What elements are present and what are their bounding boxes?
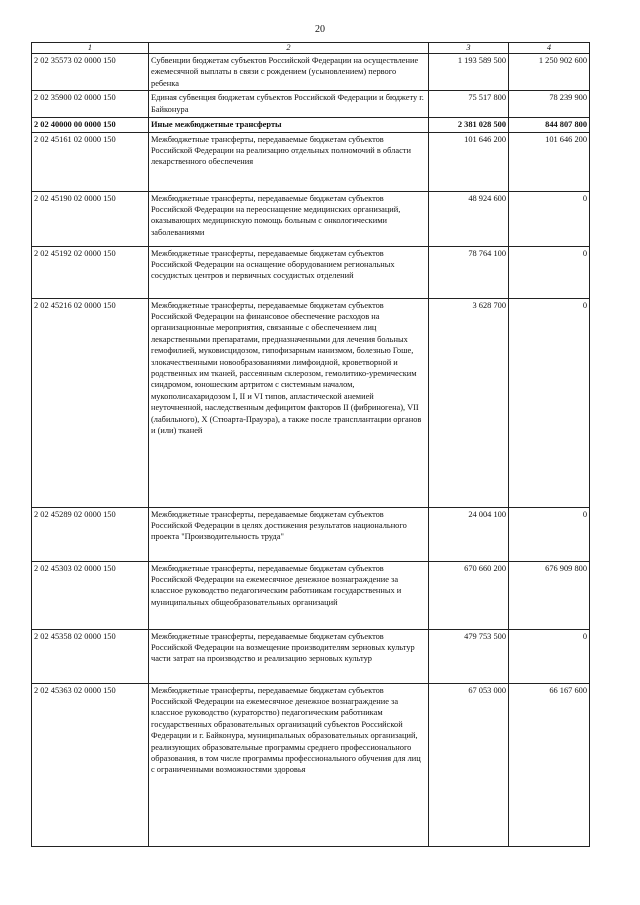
row-name: Межбюджетные трансферты, передаваемые бюджетам субъектов Российской Федерации на ежемесячное денежное вознаграждение за классное руководство (кураторство) педагогическим работникам государственных образовательных организаций субъектов Российской Федерации и г. Байконура, муниципальных образовательных организаций, реализующих образовательные программы среднего профессионального образования, в том числе программы профессионального обучения для лиц с ограниченными возможностями здоровья [149,683,429,846]
row-code: 2 02 40000 00 0000 150 [32,118,149,132]
row-code: 2 02 35573 02 0000 150 [32,54,149,91]
row-amount-3: 75 517 800 [429,91,509,118]
row-code: 2 02 45363 02 0000 150 [32,683,149,846]
row-name: Межбюджетные трансферты, передаваемые бюджетам субъектов Российской Федерации на возмещение производителям зерновых культур части затрат на производство и реализацию зерновых культур [149,629,429,683]
row-name: Иные межбюджетные трансферты [149,118,429,132]
row-amount-4: 0 [509,246,590,298]
row-code: 2 02 45190 02 0000 150 [32,191,149,246]
row-code: 2 02 45289 02 0000 150 [32,507,149,561]
table-row [32,91,590,118]
row-amount-4: 844 807 800 [509,118,590,132]
row-amount-3: 101 646 200 [429,132,509,191]
page-number: 20 [315,24,325,35]
row-amount-3: 24 004 100 [429,507,509,561]
table-row [32,191,590,246]
row-code: 2 02 45358 02 0000 150 [32,629,149,683]
row-amount-4: 1 250 902 600 [509,54,590,91]
row-amount-4: 0 [509,298,590,507]
table-row [32,246,590,298]
column-header-amount-3: 3 [429,43,509,54]
header-row [32,43,590,54]
table-row [32,683,590,846]
row-code: 2 02 45303 02 0000 150 [32,561,149,629]
row-amount-4: 0 [509,507,590,561]
table-row [32,507,590,561]
table-row [32,298,590,507]
row-name: Межбюджетные трансферты, передаваемые бюджетам субъектов Российской Федерации на ежемесячное денежное вознаграждение за классное руководство педагогическим работникам государственных и муниципальных общеобразовательных организаций [149,561,429,629]
row-code: 2 02 45161 02 0000 150 [32,132,149,191]
row-name: Межбюджетные трансферты, передаваемые бюджетам субъектов Российской Федерации в целях достижения результатов национального проекта "Производительность труда" [149,507,429,561]
row-name: Субвенции бюджетам субъектов Российской Федерации на осуществление ежемесячной выплаты в связи с рождением (усыновлением) первого ребенка [149,54,429,91]
row-code: 2 02 35900 02 0000 150 [32,91,149,118]
row-name: Межбюджетные трансферты, передаваемые бюджетам субъектов Российской Федерации на финансовое обеспечение расходов на организационные мероприятия, связанные с обеспечением лиц лекарственными препаратами, предназначенными для лечения больных гемофилией, муковисцидозом, гипофизарным нанизмом, болезнью Гоше, злокачественными новообразованиями лимфоидной, кроветворной и родственных им тканей, рассеянным склерозом, гемолитико-уремическим синдромом, юношеским артритом с системным началом, мукополисахаридозом I, II и VI типов, апластической анемией неуточненной, наследственным дефицитом факторов II (фибриногена), VII (лабильного), X (Стюарта-Прауэра), а также после трансплантации органов и (или) тканей [149,298,429,507]
row-amount-3: 48 924 600 [429,191,509,246]
table-row-subtotal [32,118,590,132]
row-amount-3: 3 628 700 [429,298,509,507]
row-name: Межбюджетные трансферты, передаваемые бюджетам субъектов Российской Федерации на реализацию отдельных полномочий в области лекарственного обеспечения [149,132,429,191]
row-amount-3: 78 764 100 [429,246,509,298]
table-row [32,132,590,191]
row-name: Единая субвенция бюджетам субъектов Российской Федерации и бюджету г. Байконура [149,91,429,118]
row-amount-4: 676 909 800 [509,561,590,629]
column-header-amount-4: 4 [509,43,590,54]
row-amount-4: 0 [509,629,590,683]
column-header-name: 2 [149,43,429,54]
row-code: 2 02 45216 02 0000 150 [32,298,149,507]
row-name: Межбюджетные трансферты, передаваемые бюджетам субъектов Российской Федерации на переоснащение медицинских организаций, оказывающих медицинскую помощь больным с онкологическими заболеваниями [149,191,429,246]
row-amount-4: 66 167 600 [509,683,590,846]
row-amount-3: 67 053 000 [429,683,509,846]
budget-table [31,42,590,847]
row-name: Межбюджетные трансферты, передаваемые бюджетам субъектов Российской Федерации на оснащение оборудованием региональных сосудистых центров и первичных сосудистых отделений [149,246,429,298]
table-row [32,54,590,91]
row-amount-3: 2 381 028 500 [429,118,509,132]
table-row [32,629,590,683]
row-amount-4: 78 239 900 [509,91,590,118]
row-amount-3: 670 660 200 [429,561,509,629]
row-amount-4: 101 646 200 [509,132,590,191]
table-row [32,561,590,629]
column-header-code: 1 [32,43,149,54]
row-code: 2 02 45192 02 0000 150 [32,246,149,298]
row-amount-3: 479 753 500 [429,629,509,683]
row-amount-4: 0 [509,191,590,246]
row-amount-3: 1 193 589 500 [429,54,509,91]
